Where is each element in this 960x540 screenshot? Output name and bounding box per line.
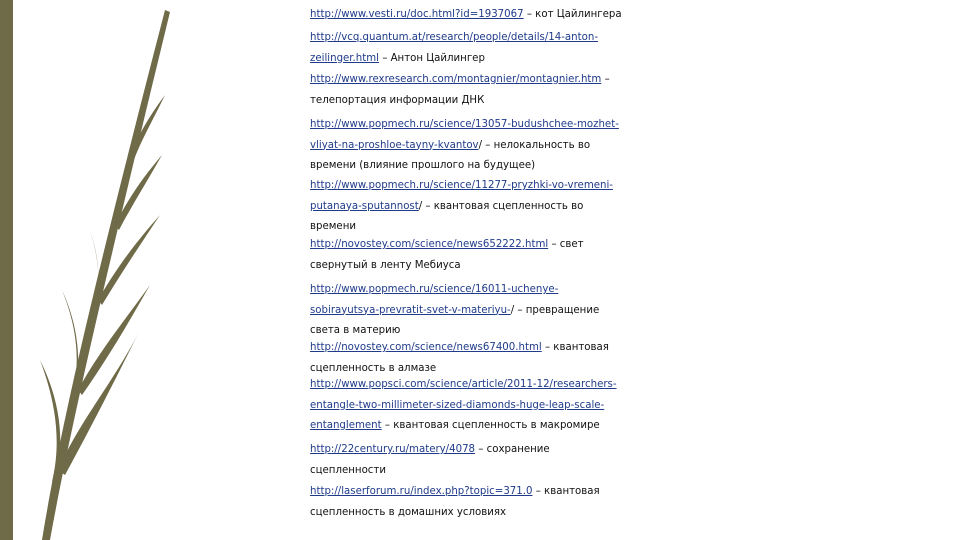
link-description: сцепленность в алмазе [310,362,437,374]
source-link-continued[interactable]: entanglement [310,420,382,431]
link-description: – [601,74,610,85]
link-description: – сохранение [475,444,550,455]
link-description: – квантовая [541,342,609,353]
link-description: – Антон Цайлингер [379,52,485,64]
list-item [310,176,730,238]
source-link[interactable]: http://novostey.com/science/news67400.html [310,342,542,353]
source-link[interactable]: http://www.popsci.com/science/article/2011-12/researchers- [310,379,617,390]
list-item [310,5,730,26]
link-description: / – нелокальность во [478,139,591,151]
source-link[interactable]: http://www.popmech.ru/science/13057-budushchee-mozhet- [310,119,619,130]
list-item [310,482,730,523]
source-link-continued[interactable]: vliyat-na-proshloe-tayny-kvantov [310,139,479,151]
source-link-continued[interactable]: putanaya-sputannost [310,200,419,212]
list-item [310,235,730,276]
source-link-continued[interactable]: sobirayutsya-prevratit-svet-v-materiyu- [310,304,511,316]
source-link[interactable]: http://www.vesti.ru/doc.html?id=1937067 [310,9,524,20]
link-description: телепортация информации ДНК [310,94,485,106]
source-link[interactable]: http://22century.ru/matery/4078 [310,444,476,455]
link-description: света в материю [310,325,401,336]
link-description: – квантовая [532,486,600,497]
link-description: – квантовая сцепленность в макромире [381,420,600,431]
link-description: – кот Цайлингера [523,9,622,20]
source-link[interactable]: http://www.rexresearch.com/montagnier/montagnier.htm [310,74,602,85]
source-link[interactable]: http://www.popmech.ru/science/16011-uchenye- [310,284,559,295]
link-description: времени (влияние прошлого на будущее) [310,160,536,171]
left-accent-bar [0,0,13,540]
list-item [310,280,730,342]
link-description: сцепленности [310,464,386,476]
list-item [310,440,730,481]
list-item [310,338,730,379]
source-link[interactable]: http://laserforum.ru/index.php?topic=371.0 [310,486,533,497]
link-description: времени [310,221,356,232]
decorative-leaf-ornament [20,0,170,540]
source-link[interactable]: http://www.popmech.ru/science/11277-pryzhki-vo-vremeni- [310,180,613,191]
list-item [310,375,730,437]
link-description: – свет [548,239,584,250]
list-item [310,70,730,111]
source-link-continued[interactable]: zeilinger.html [310,52,379,64]
link-description: сцепленность в домашних условиях [310,506,507,518]
source-link-continued[interactable]: entangle-two-millimeter-sized-diamonds-huge-leap-scale- [310,399,605,411]
source-link[interactable]: http://novostey.com/science/news652222.html [310,239,549,250]
link-description: / – квантовая сцепленность во [418,200,584,212]
link-description: / – превращение [510,304,600,316]
source-link[interactable]: http://vcq.quantum.at/research/people/details/14-anton- [310,32,598,43]
list-item [310,28,730,69]
link-description: свернутый в ленту Мебиуса [310,259,461,271]
list-item [310,115,730,177]
